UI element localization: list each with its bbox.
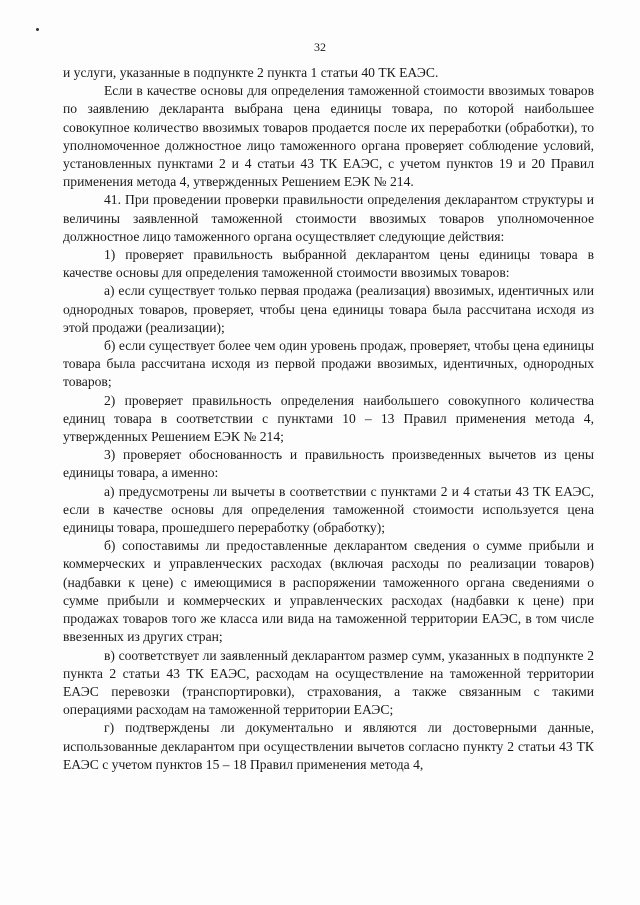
paragraph: 2) проверяет правильность определения наибольшего совокупного количества единиц товара в соответствии с пунктами 10 – 13 Правил применения метода 4, утвержденных Решением ЕЭК № 214; [63,392,594,445]
paragraph: 1) проверяет правильность выбранной декларантом цены единицы товара в качестве основы для определения таможенной стоимости ввозимых товаров: [63,247,594,281]
paragraph: б) сопоставимы ли предоставленные декларантом сведения о сумме прибыли и коммерческих и управленческих расходах (включая расходы по реализации товаров) (надбавки к цене) с имеющимися в распоряжении таможенного органа сведениями о сумме прибыли и коммерческих и управленческих расходах (надбавки к цене) при продажах товаров того же класса или вида на таможенной территории ЕАЭС, в том числе ввезенных из других стран; [63,538,594,645]
paragraph: Если в качестве основы для определения таможенной стоимости ввозимых товаров по заявлению декларанта выбрана цена единицы товара, по которой наибольшее совокупное количество ввозимых товаров продается после их переработки (обработки), то уполномоченное должностное лицо таможенного органа проверяет соблюдение условий, установленных пунктами 2 и 4 статьи 43 ТК ЕАЭС, с учетом пунктов 19 и 20 Правил применения метода 4, утвержденных Решением ЕЭК № 214. [63,83,594,190]
paragraph: в) соответствует ли заявленный декларантом размер сумм, указанных в подпункте 2 пункта 2 статьи 43 ТК ЕАЭС, расходам на осуществление на таможенной территории ЕАЭС перевозки (транспортировки), страхования, а также связанным с такими операциями расходам на таможенной территории ЕАЭС; [63,647,594,718]
paragraph: б) если существует более чем один уровень продаж, проверяет, чтобы цена единицы товара была рассчитана исходя из первой продажи ввозимых, идентичных, однородных товаров; [63,338,594,390]
document-body [63,64,594,774]
paragraph: г) подтверждены ли документально и являются ли достоверными данные, использованные декларантом при осуществлении вычетов согласно пункту 2 статьи 43 ТК ЕАЭС с учетом пунктов 15 – 18 Правил применения метода 4, [63,720,594,772]
page-number: 32 [314,40,326,54]
paragraph: а) если существует только первая продажа (реализация) ввозимых, идентичных или однородных товаров, проверяет, чтобы цена единицы товара была рассчитана исходя из этой продажи (реализации); [63,283,594,335]
paragraph: 41. При проведении проверки правильности определения декларантом структуры и величины заявленной таможенной стоимости ввозимых товаров уполномоченное должностное лицо таможенного органа осуществляет следующие действия: [63,192,594,244]
scan-speck [36,28,39,31]
paragraph: а) предусмотрены ли вычеты в соответствии с пунктами 2 и 4 статьи 43 ТК ЕАЭС, если в качестве основы для определения таможенной стоимости используется цена единицы товара, прошедшего переработку (обработку); [63,483,594,536]
paragraph: 3) проверяет обоснованность и правильность произведенных вычетов из цены единицы товара, а именно: [63,447,594,481]
paragraph: и услуги, указанные в подпункте 2 пункта 1 статьи 40 ТК ЕАЭС. [63,65,439,80]
